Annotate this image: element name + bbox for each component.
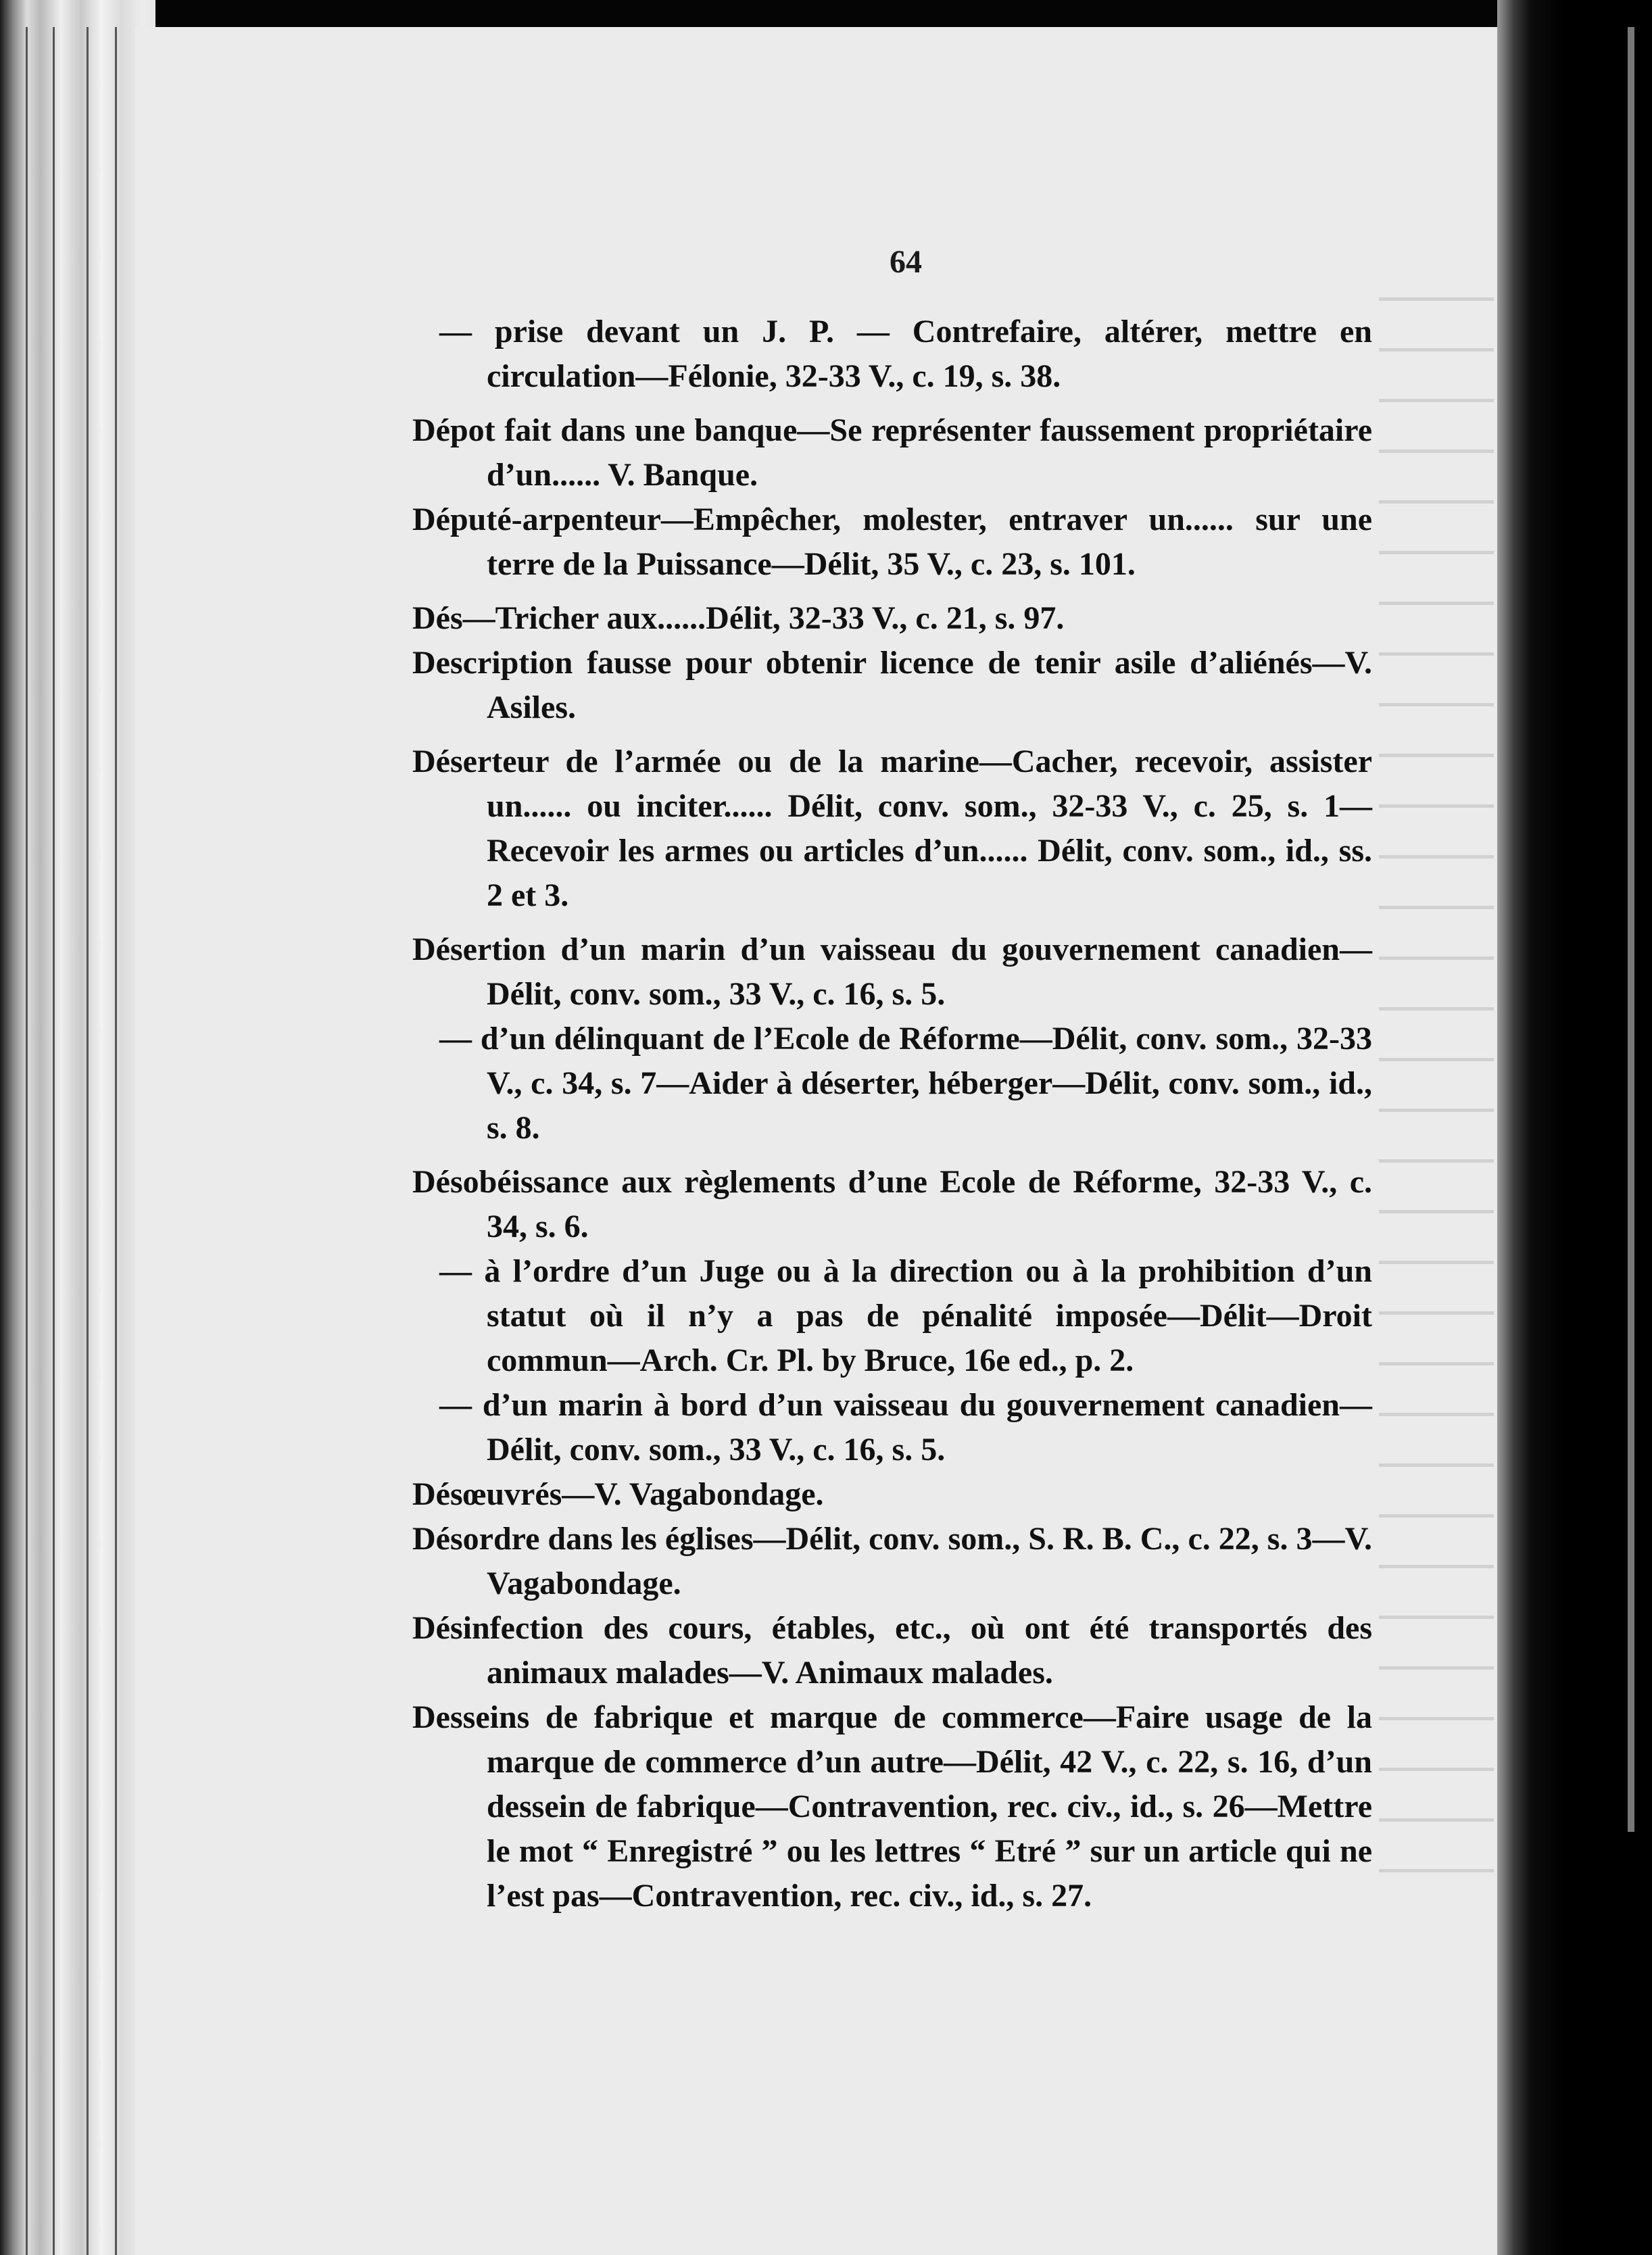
index-entry: — prise devant un J. P. — Contrefaire, altérer, mettre en circulation—Félonie, 32-33 V., c. 19, s. 38. — [439, 314, 1372, 394]
scan-right-border — [1565, 0, 1652, 2255]
index-entries — [412, 310, 1372, 1918]
scan-top-border — [0, 0, 1652, 27]
index-entry: Déserteur de l’armée ou de la marine—Cacher, recevoir, assister un...... ou inciter...... Délit, conv. som., 32-33 V., c. 25, s. 1—Recevoir les armes ou articles d’un...... Délit, conv. som., id., ss. 2 et 3. — [412, 744, 1372, 913]
index-entry: Député-arpenteur—Empêcher, molester, entraver un...... sur une terre de la Puissance—Délit, 35 V., c. 23, s. 101. — [412, 502, 1372, 582]
index-entry: Dépot fait dans une banque—Se représenter faussement propriétaire d’un...... V. Banque. — [412, 412, 1372, 493]
index-entry: — d’un délinquant de l’Ecole de Réforme—Délit, conv. som., 32-33 V., c. 34, s. 7—Aider à déserter, héberger—Délit, conv. som., id., s. 8. — [439, 1021, 1372, 1146]
index-entry: Description fausse pour obtenir licence de tenir asile d’aliénés—V. Asiles. — [412, 645, 1372, 725]
index-entry: — à l’ordre d’un Juge ou à la direction ou à la prohibition d’un statut où il n’y a pas de pénalité imposée—Délit—Droit commun—Arch. Cr. Pl. by Bruce, 16e ed., p. 2. — [439, 1253, 1372, 1378]
index-entry: Désœuvrés—V. Vagabondage. — [412, 1476, 824, 1512]
index-entry: — d’un marin à bord d’un vaisseau du gouvernement canadien—Délit, conv. som., 33 V., c. 16, s. 5. — [439, 1387, 1372, 1468]
index-entry: Dés—Tricher aux......Délit, 32-33 V., c. 21, s. 97. — [412, 600, 1065, 636]
book-binding-edge — [0, 0, 155, 2255]
page-number: 64 — [890, 244, 922, 280]
index-entry: Désordre dans les églises—Délit, conv. som., S. R. B. C., c. 22, s. 3—V. Vagabondage. — [412, 1521, 1372, 1601]
bleed-through-text — [1379, 297, 1494, 1920]
index-entry: Désinfection des cours, étables, etc., où ont été transportés des animaux malades—V. Animaux malades. — [412, 1610, 1372, 1691]
index-entry: Désobéissance aux règlements d’une Ecole de Réforme, 32-33 V., c. 34, s. 6. — [412, 1164, 1372, 1244]
index-entry: Désertion d’un marin d’un vaisseau du gouvernement canadien—Délit, conv. som., 33 V., c. 16, s. 5. — [412, 931, 1372, 1012]
index-entry: Desseins de fabrique et marque de commerce—Faire usage de la marque de commerce d’un autre—Délit, 42 V., c. 22, s. 16, d’un dessein de fabrique—Contravention, rec. civ., id., s. 26—Mettre le mot “ Enregistré ” ou les lettres “ Etré ” sur un article qui ne l’est pas—Contravention, rec. civ., id., s. 27. — [412, 1699, 1372, 1914]
next-page-edge — [1628, 27, 1634, 1832]
book-spine-shadow — [1497, 0, 1565, 2255]
